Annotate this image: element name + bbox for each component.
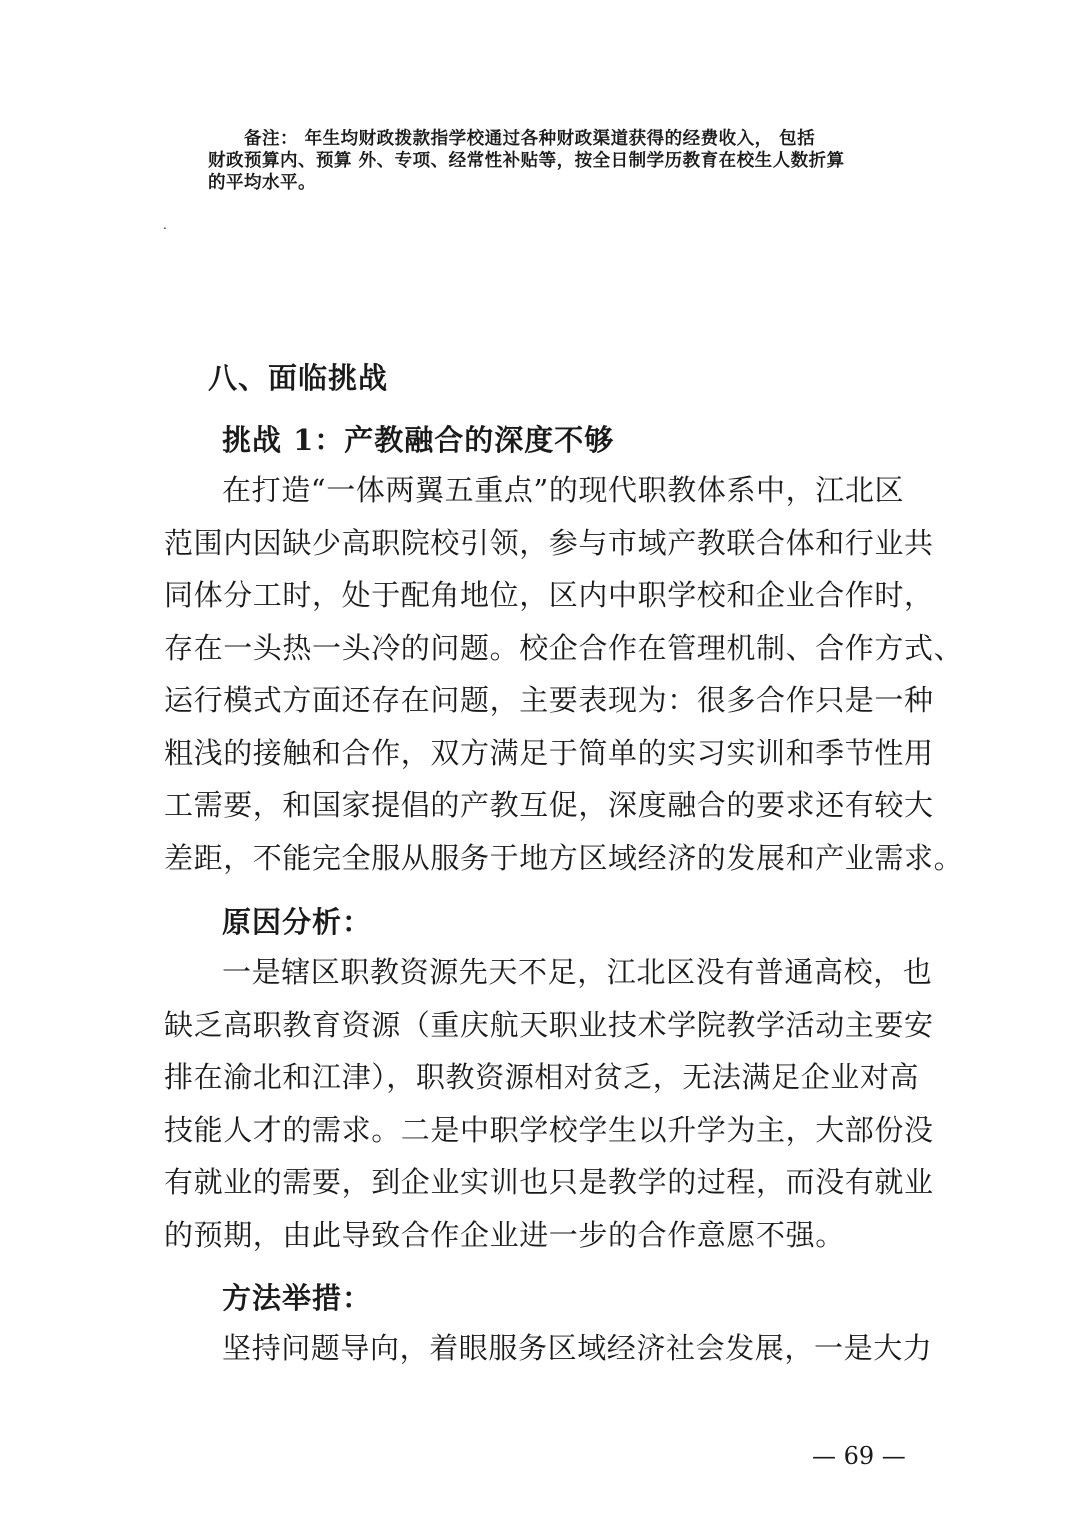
paragraph-line: 同体分工时，处于配角地位，区内中职学校和企业合作时， bbox=[164, 578, 934, 612]
method-heading: 方法举措： bbox=[222, 1281, 373, 1315]
paragraph-line: 排在渝北和江津），职教资源相对贫乏，无法满足企业对高 bbox=[164, 1060, 920, 1094]
paragraph-line: 技能人才的需求。二是中职学校学生以升学为主，大部份没 bbox=[164, 1112, 934, 1147]
challenge-heading: 挑战 1：产教融合的深度不够 bbox=[222, 423, 615, 457]
page-number: — 69 — bbox=[812, 1442, 906, 1470]
paragraph-line: 差距，不能完全服从服务于地方区域经济的发展和产业需求。 bbox=[164, 840, 964, 875]
footnote-line: 备注： 年生均财政拨款指学校通过各种财政渠道获得的经费收入， 包括 bbox=[244, 129, 816, 149]
paragraph-line: 有就业的需要，到企业实训也只是教学的过程，而没有就业 bbox=[164, 1165, 934, 1199]
paragraph-line: 一是辖区职教资源先天不足，江北区没有普通高校，也 bbox=[222, 955, 933, 989]
paragraph-line: 粗浅的接触和合作，双方满足于简单的实习实训和季节性用 bbox=[164, 735, 934, 770]
footnote bbox=[208, 128, 898, 194]
paragraph-line: 坚持问题导向，着眼服务区域经济社会发展，一是大力 bbox=[222, 1331, 933, 1365]
paragraph-line: 缺乏高职教育资源（重庆航天职业技术学院教学活动主要安 bbox=[164, 1007, 934, 1042]
paragraph-line: 运行模式方面还存在问题，主要表现为：很多合作只是一种 bbox=[164, 683, 934, 717]
cause-paragraph bbox=[164, 946, 934, 1261]
footnote-line: 的平均水平。 bbox=[208, 173, 316, 193]
cause-heading: 原因分析： bbox=[222, 905, 373, 939]
stray-mark: . bbox=[163, 218, 167, 232]
challenge-paragraph bbox=[164, 464, 964, 884]
paragraph-line: 工需要，和国家提倡的产教互促，深度融合的要求还有较大 bbox=[164, 788, 934, 822]
method-paragraph bbox=[164, 1322, 933, 1375]
footnote-line: 财政预算内、预算 外、专项、经常性补贴等，按全日制学历教育在校生人数折算 bbox=[208, 151, 845, 171]
section-heading: 八、面临挑战 bbox=[208, 361, 389, 395]
paragraph-line: 在打造“一体两翼五重点”的现代职教体系中，江北区 bbox=[222, 473, 905, 507]
paragraph-line: 的预期，由此导致合作企业进一步的合作意愿不强。 bbox=[164, 1217, 845, 1252]
paragraph-line: 存在一头热一头冷的问题。校企合作在管理机制、合作方式、 bbox=[164, 630, 964, 665]
paragraph-line: 范围内因缺少高职院校引领，参与市域产教联合体和行业共 bbox=[164, 525, 934, 560]
